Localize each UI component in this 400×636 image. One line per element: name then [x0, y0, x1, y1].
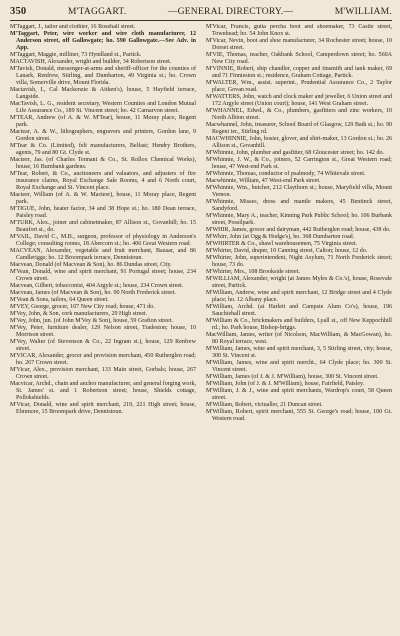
- left-running-title: M'TAGGART.: [67, 6, 127, 17]
- directory-entry: M'William, James (of J. & J. M'William), house, 300 St. Vincent street.: [206, 374, 379, 380]
- directory-entry: Macvean, James (of Macvean & Son), ho. 90 North Frederick street.: [10, 290, 176, 296]
- directory-entry: Macvean, Gilbert, tobacconist, 404 Argyle st.; house, 234 Crown street.: [10, 283, 184, 289]
- directory-entry: M'Tear, Robert, & Co., auctioneers and valuators, and adjusters of fire insurance claims, Royal Exchange Sale Rooms, 4 and 6 North court, Royal Exchange and St. Vincent place.: [10, 171, 196, 191]
- directory-entry: M'TEAR, Andrew (of A. & W. M'Tear), house, 11 Moray place, Regent park.: [10, 115, 196, 128]
- directory-entry: M'Whirter, David, draper, 10 Canning street, Calton; house, 12 do.: [206, 248, 368, 254]
- directory-entry: Macwhinnie, William, 47 West-end Park street.: [206, 178, 321, 184]
- directory-entry: M'Vicar, Donald, wine and spirit merchant, 219, 221 High street; house, Elmmore, 15 Broompark drive, Dennistoun.: [10, 402, 196, 415]
- directory-entry: M'Whirter, John, superintendent, Night Asylum, 71 North Frederick street; house, 73 do.: [206, 255, 392, 268]
- directory-entry: M'William, J. & J., wine and spirit merchants, Wardrop's court, 58 Queen street.: [206, 388, 392, 401]
- directory-entry: M'VAIL, David C., M.B., surgeon, professor of physiology in Anderson's College; consulting rooms, 18 Abercorn st.; ho. 406 Great Western road.: [10, 234, 196, 247]
- directory-entry: M'Tavish, Donald, messenger-at-arms and sheriff-officer for the counties of Lanark, Renfrew, Stirling, and Dumbarton, 49 Virginia st.; ho. Crown villa, Somerville drive, Mount Florida.: [10, 66, 196, 86]
- directory-entry: Mactear, A. & W., lithographers, engravers and printers, Gordon lane, 9 Gordon street.: [10, 129, 196, 142]
- directory-entry: M'Whinnie, J. W., & Co., joiners, 52 Carrington st., Great Western road; house, 47 West-end Park st.: [206, 157, 392, 170]
- directory-entry: M'WALTER, Wm., assist. superint., Prudential Assurance Co., 2 Taylor place, Govan road.: [206, 80, 392, 93]
- directory-entry: M'WHANNEL, Edwd., & Co., plumbers, gasfitters and zinc workers, 10 North Albion street.: [206, 108, 392, 121]
- directory-entry: M'Vicar, Nevin, boot and shoe manufacturer, 34 Rochester street; house, 10 Dorset street.: [206, 38, 392, 51]
- directory-entry: M'Taggart, J., tailor and clothier, 16 Rosehall street.: [10, 24, 136, 30]
- right-column: [206, 24, 392, 632]
- directory-entry: Mactavish, I., Cal Mackenzie & Aitken's), house, 5 Hayfield terrace, Langside.: [10, 87, 196, 100]
- directory-entry: M'Taggart, Peter, wire worker and wire cloth manufacturer, 12 Anderson street, off Gallowgate; ho. 590 Gallowgate.—See Adv. in App.: [10, 31, 196, 51]
- directory-entry: M'VINNIE, Robert, ship chandler, copper and tinsmith and tank maker, 69 and 71 Finnieston st.; residence, Graham Cottage, Partick.: [206, 66, 392, 79]
- directory-entry: M'Tear & Co. (Limited), felt manufacturers, Belfast; Hendry Brothers, agents, 79 and 80 Gt. Clyde st.: [10, 143, 196, 156]
- directory-entry: M'Vey, John, jun. (of John M'Vey & Son), house, 59 Grafton street.: [10, 318, 173, 324]
- directory-entry: M'William, James, wine and spirit mercht., 64 Clyde place; ho. 300 St. Vincent street.: [206, 360, 392, 373]
- directory-entry: M'William & Co., brickmakers and builders, Lyall st., off New Keppochhill rd.; ho. Park house, Bishop-briggs.: [206, 318, 392, 331]
- directory-entry: M'William, Robert, victualler, 21 Duncan street.: [206, 402, 323, 408]
- directory-entry: M'Whinnie, John, plumber and gasfitter, 68 Gloucester street; ho. 142 do.: [206, 150, 385, 156]
- directory-entry: Macteer, William (of A. & W. Macteer), house, 11 Moray place, Regent park.: [10, 192, 196, 205]
- directory-entry: Macvean, Donald (of Macvean & Son), ho. 86 Dundas street, City.: [10, 262, 172, 268]
- directory-entry: MACVEAN, Alexander, vegetable and fruit merchant, Bazaar, and 86 Candleriggs; ho. 12 Broompark terrace, Dennistoun.: [10, 248, 196, 261]
- directory-entry: Macvicar, Archd., chain and anchor manufacturer, and general forging work, St. James' st. and 1 Robertson street; house, Shields cottage, Pollokshields.: [10, 381, 196, 401]
- directory-entry: M'William, Robert, spirit merchant, 555 St. George's road; house, 100 Gt. Western road.: [206, 409, 392, 422]
- directory-entry: M'Whirr, John (at Ogg & Hodge's), ho. 368 Dumbarton road.: [206, 234, 355, 240]
- directory-entry: M'WILLIAM, Alexander, wright (at James Myles & Co.'s), house, Rosevale street, Partick.: [206, 276, 392, 289]
- directory-entry: M'William, James, wine and spirit merchant, 3, 5 Stirling street, city; house, 300 St. Vincent st.: [206, 346, 392, 359]
- directory-entry: Macteer, Jas. (of Charles Tennant & Co., St. Rollox Chemical Works), house, 16 Burnbank gardens.: [10, 157, 196, 170]
- directory-entry: M'Whinnie, Wm., butcher, 212 Claythorn st.; house, Maryfield villa, Mount Vernon.: [206, 185, 392, 198]
- page-number: 350: [10, 6, 27, 17]
- directory-entry: M'Whinnie, Thomas, conductor of psalmody, 74 Whitevale street.: [206, 171, 366, 177]
- directory-entry: M'WATTERS, John, watch and clock maker and jeweller, 6 Union street and 172 Argyle street (Union court); house, 141 West Graham street.: [206, 94, 392, 107]
- directory-entry: M'Vey, Peter, furniture dealer, 129 Nelson street, Tradeston; house, 10 Morrison street.: [10, 325, 196, 338]
- directory-entry: M'William, John (of J. & J. M'William), house, Fairfield, Paisley.: [206, 381, 365, 387]
- directory-entry: M'VIE, Thomas, teacher, Oakbank School, Camperdown street; ho. 560A New City road.: [206, 52, 392, 65]
- directory-entry: M'William, Archd. (at Harlett and Campsie Alum Co's), house, 196 Sauchiehall street.: [206, 304, 392, 317]
- directory-entry: M'Taggart, Maggie, milliner, 73 Hyndland st., Partick.: [10, 52, 142, 58]
- directory-entry: MacTavish, L. G., resident secretary, Western Counties and London Mutual Life Assurance Co., 189 St. Vincent street; ho. 42 Carnarvon street.: [10, 101, 196, 114]
- center-running-title: —GENERAL DIRECTORY.—: [167, 6, 294, 17]
- directory-entry: M'Vean, Donald, wine and spirit merchant, 91 Portugal street; house, 234 Crown street.: [10, 269, 196, 282]
- right-running-title: M'WILLIAM.: [334, 6, 392, 17]
- directory-entry: M'VEY, George, grocer, 107 New City road; house, 471 do.: [10, 304, 155, 310]
- directory-entry: M'Whinnie, Misses, dress and mantle makers, 45 Bentinck street, Sandyford.: [206, 199, 392, 212]
- directory-entry: M'WHIR, James, grocer and dairyman, 442 Rutherglen road; house, 438 do.: [206, 227, 391, 233]
- directory-entry: M'Whinnie, Mary A., teacher, Kinning Park Public School; ho. 106 Burbank street, Possilpark.: [206, 213, 392, 226]
- directory-entry: M'Vicar, Francis, gutta percha boot and shoemaker, 73 Castle street, Townhead; ho. 54 John Knox st.: [206, 24, 392, 37]
- directory-entry: M'William, Andrew, wine and spirit merchant, 12 Bridge street and 4 Clyde place; ho. 12 Albany place.: [206, 290, 392, 303]
- directory-entry: Macwhannel, John, treasurer, School Board of Glasgow, 129 Bath st.; ho. 90 Regent ter., Stirling rd.: [206, 122, 392, 135]
- directory-entry: M'Vey, John, & Son, cork manufacturers, 29 High street.: [10, 311, 148, 317]
- directory-entry: M'TIGUE, John, heater factor, 34 and 38 Hope st.; ho. 180 Dean terrace, Paisley road.: [10, 206, 196, 219]
- directory-entry: M'Vey, Walter (of Stevenson & Co., 22 Ingram st.), house, 129 Renfrew street.: [10, 339, 196, 352]
- directory-entry: M'WHIRTER & Co., shawl warehousemen, 75 Virginia street.: [206, 241, 358, 247]
- directory-entry: MACWHINNIE, John, hosier, glover, and shirt-maker, 13 Gordon st.; ho. 26 Allison st., Govanhill.: [206, 136, 392, 149]
- left-column: [10, 24, 196, 632]
- directory-entry: M'Vicar, Alex., provision merchant, 133 Main street, Gorbals; house, 267 Crown street.: [10, 367, 196, 380]
- page-header: [10, 6, 392, 21]
- directory-columns: [10, 24, 392, 632]
- directory-entry: M'Vean & Sons, tailors, 64 Queen street.: [10, 297, 109, 303]
- directory-entry: M'TURK, Alex., joiner and cabinetmaker, 87 Allison st., Govanhill; ho. 15 Beaufort st., do.: [10, 220, 196, 233]
- directory-entry: M'Whirter, Mrs., 108 Brookside street.: [206, 269, 300, 275]
- directory-entry: M'VICAR, Alexander, grocer and provision merchant, 450 Rutherglen road; ho. 267 Crown street.: [10, 353, 196, 366]
- directory-entry: MACTAVISH, Alexander, wright and builder, 34 Robertson street.: [10, 59, 172, 65]
- directory-entry: MacWilliam, James, writer (of Nicolson, MacWilliam, & MacGowan), ho. 80 Royal terrace, west.: [206, 332, 392, 345]
